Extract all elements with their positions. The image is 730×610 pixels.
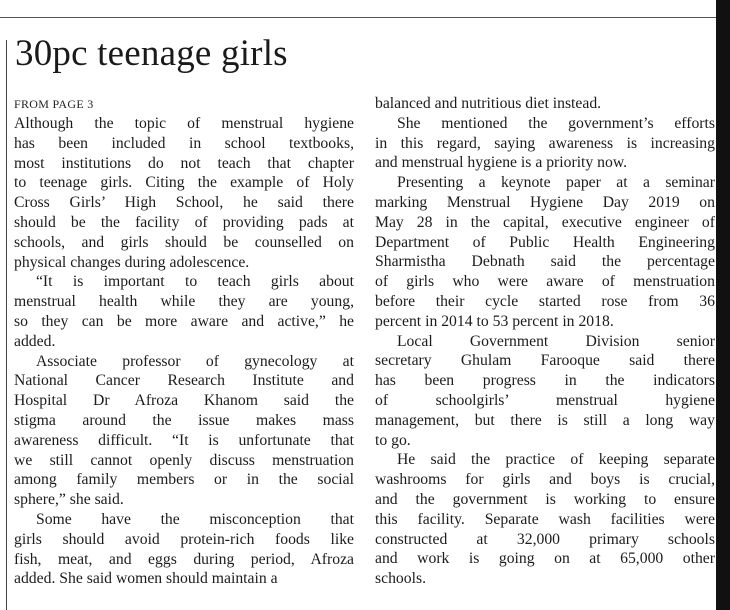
text-line: washrooms for girls and boys is crucial, (375, 471, 715, 489)
text-line: May 28 in the capital, executive engineer of (375, 213, 715, 231)
paragraph (375, 94, 715, 114)
text-line: fish, meat, and eggs during period, Afroza (14, 550, 354, 568)
text-line: Presenting a keynote paper at a seminar (396, 174, 715, 192)
text-line: constructed at 32,000 primary schools (375, 530, 715, 548)
text-line: management, but there is still a long way (375, 411, 715, 429)
text-line: among family members or in the social (14, 471, 354, 489)
text-line: so they can be more aware and active,” he (14, 312, 354, 330)
jump-line: FROM PAGE 3 (14, 97, 94, 111)
text-line: and the government is working to ensure (375, 490, 715, 508)
top-rule (0, 17, 716, 18)
text-line: before their cycle started rose from 36 (375, 292, 715, 310)
text-line: Sharmistha Debnath said the percentage (375, 253, 715, 271)
paragraph (14, 352, 354, 510)
text-line: most institutions do not teach that chapter (14, 154, 354, 172)
text-line: sphere,” she said. (14, 491, 124, 509)
text-line: schools, and girls should be counselled on (14, 233, 354, 251)
text-line: to go. (375, 431, 411, 449)
text-line: we still cannot openly discuss menstruation (14, 451, 354, 469)
text-line: added. (14, 332, 56, 350)
paragraph (375, 173, 715, 331)
page-edge (716, 0, 730, 610)
text-line: Local Government Division senior (396, 332, 715, 350)
text-line: Some have the misconception that (35, 510, 354, 528)
paragraph (375, 332, 715, 451)
text-line: percent in 2014 to 53 percent in 2018. (375, 312, 614, 330)
text-line: secretary Ghulam Farooque said there (375, 352, 715, 370)
paragraph (375, 450, 715, 589)
text-line: girls should avoid protein-rich foods like (14, 530, 354, 548)
text-line: National Cancer Research Institute and (14, 372, 354, 390)
text-line: “It is important to teach girls about (35, 273, 354, 291)
text-line: schools. (375, 570, 426, 588)
article-column-1 (14, 114, 354, 589)
paragraph (14, 272, 354, 351)
column-rule (6, 40, 7, 610)
paragraph (14, 114, 354, 272)
text-line: has been progress in the indicators (375, 372, 715, 390)
text-line: of girls who were aware of menstruation (375, 273, 715, 291)
text-line: She mentioned the government’s efforts (396, 114, 715, 132)
text-line: marking Menstrual Hygiene Day 2019 on (375, 193, 715, 211)
text-line: and work is going on at 65,000 other (375, 550, 715, 568)
text-line: in this regard, saying awareness is increasing (375, 134, 715, 152)
headline: 30pc teenage girls (15, 33, 288, 74)
text-line: should be the facility of providing pads at (14, 213, 354, 231)
article-column-2 (375, 94, 715, 589)
text-line: physical changes during adolescence. (14, 253, 250, 271)
text-line: added. She said women should maintain a (14, 570, 278, 588)
text-line: menstrual health while they are young, (14, 293, 354, 311)
text-line: balanced and nutritious diet instead. (375, 95, 602, 112)
text-line: Hospital Dr Afroza Khanom said the (14, 392, 354, 410)
text-line: Although the topic of menstrual hygiene (14, 115, 354, 132)
text-line: He said the practice of keeping separate (396, 451, 715, 469)
text-line: this facility. Separate wash facilities were (375, 510, 715, 528)
paragraph (375, 114, 715, 173)
text-line: Cross Girls’ High School, he said there (14, 194, 354, 212)
text-line: and menstrual hygiene is a priority now. (375, 154, 628, 172)
text-line: has been included in school textbooks, (14, 134, 354, 152)
text-line: Associate professor of gynecology at (35, 352, 354, 370)
text-line: of schoolgirls’ menstrual hygiene (375, 391, 715, 409)
text-line: to teenage girls. Citing the example of Holy (14, 174, 354, 192)
text-line: Department of Public Health Engineering (375, 233, 715, 251)
text-line: stigma around the issue makes mass (14, 411, 354, 429)
paragraph (14, 510, 354, 589)
text-line: awareness difficult. “It is unfortunate that (14, 431, 354, 449)
